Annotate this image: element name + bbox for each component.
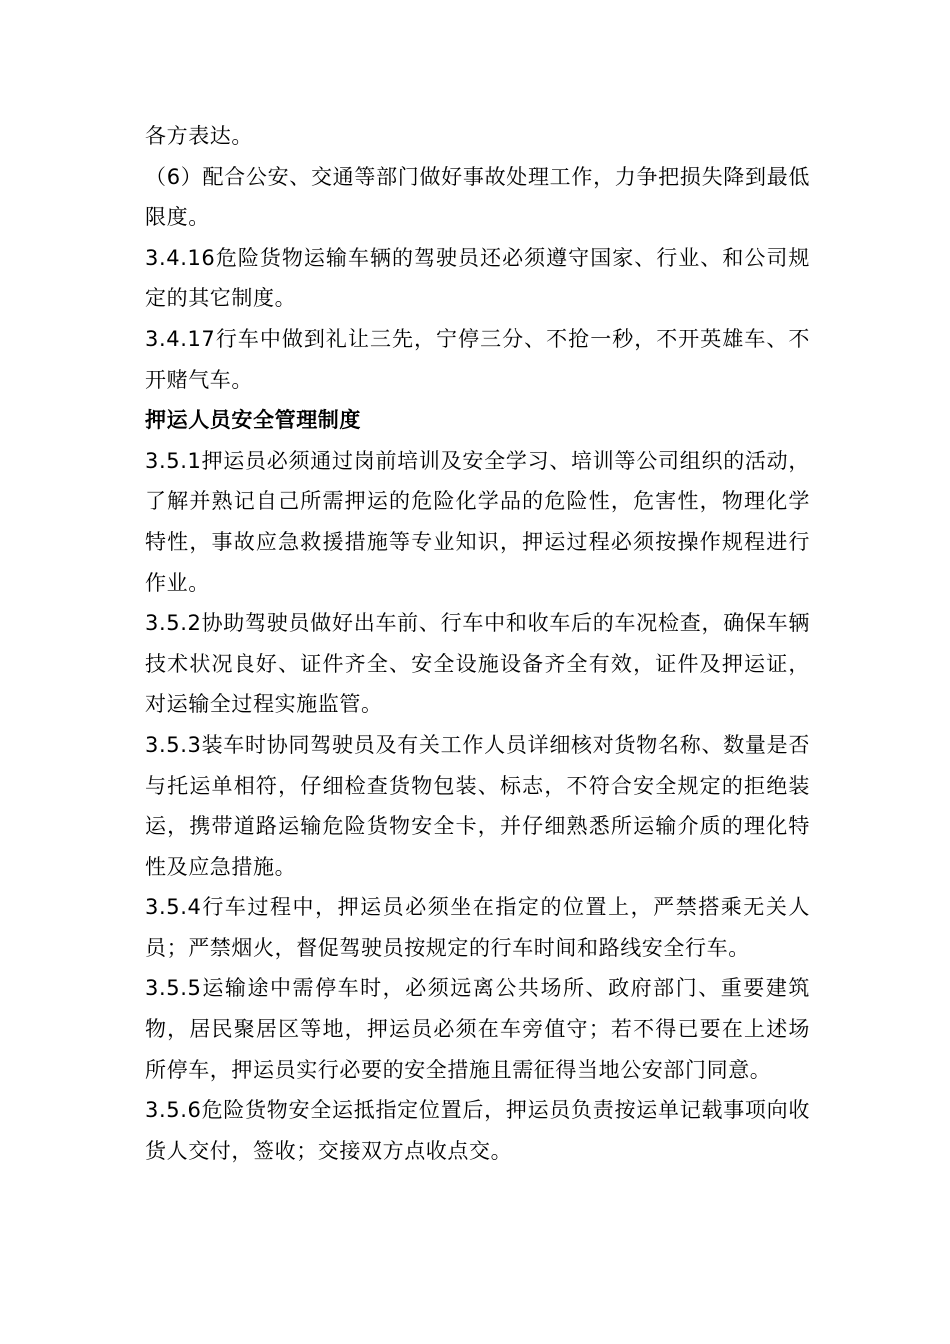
paragraph-3-5-1: 3.5.1押运员必须通过岗前培训及安全学习、培训等公司组织的活动，了解并熟记自己所需押运的危险化学品的危险性，危害性，物理化学特性，事故应急救援措施等专业知识，押运过程必须按操作规程进行作业。 xyxy=(145,448,810,595)
section-heading: 押运人员安全管理制度 xyxy=(145,408,361,433)
paragraph-3-5-3: 3.5.3装车时协同驾驶员及有关工作人员详细核对货物名称、数量是否与托运单相符，仔细检查货物包装、标志，不符合安全规定的拒绝装运，携带道路运输危险货物安全卡，并仔细熟悉所运输介质的理化特性及应急措施。 xyxy=(145,732,810,879)
document-body xyxy=(145,116,810,1171)
paragraph-item-6: （6）配合公安、交通等部门做好事故处理工作，力争把损失降到最低限度。 xyxy=(145,164,810,230)
paragraph-3-4-16: 3.4.16危险货物运输车辆的驾驶员还必须遵守国家、行业、和公司规定的其它制度。 xyxy=(145,245,810,311)
paragraph-3-5-5: 3.5.5运输途中需停车时，必须远离公共场所、政府部门、重要建筑物，居民聚居区等地，押运员必须在车旁值守；若不得已要在上述场所停车，押运员实行必要的安全措施且需征得当地公安部门同意。 xyxy=(145,976,810,1082)
paragraph-3-5-4: 3.5.4行车过程中，押运员必须坐在指定的位置上，严禁搭乘无关人员；严禁烟火，督促驾驶员按规定的行车时间和路线安全行车。 xyxy=(145,895,810,960)
paragraph-3-4-17: 3.4.17行车中做到礼让三先，宁停三分、不抢一秒，不开英雄车、不开赌气车。 xyxy=(145,326,810,392)
paragraph-3-5-6: 3.5.6危险货物安全运抵指定位置后，押运员负责按运单记载事项向收货人交付，签收；交接双方点收点交。 xyxy=(145,1098,810,1163)
paragraph-continuation: 各方表达。 xyxy=(145,124,253,148)
paragraph-3-5-2: 3.5.2协助驾驶员做好出车前、行车中和收车后的车况检查，确保车辆技术状况良好、证件齐全、安全设施设备齐全有效，证件及押运证，对运输全过程实施监管。 xyxy=(145,611,810,717)
